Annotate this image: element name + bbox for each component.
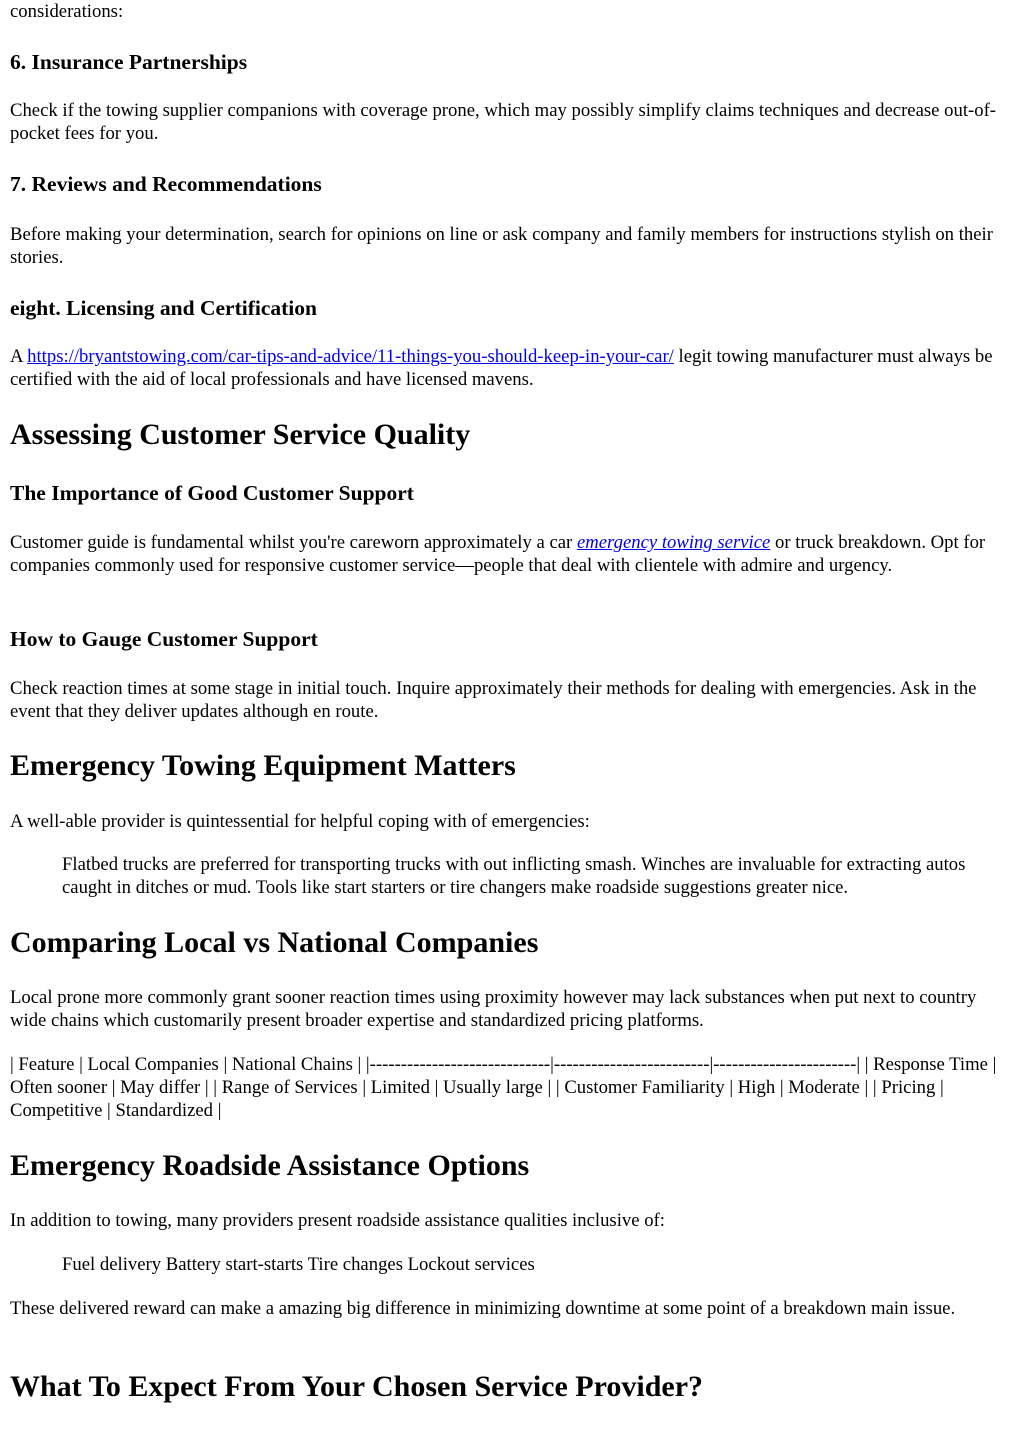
heading-comparing: Comparing Local vs National Companies — [10, 926, 539, 959]
heading-expect: What To Expect From Your Chosen Service Provider? — [10, 1370, 704, 1403]
heading-insurance: 6. Insurance Partnerships — [10, 50, 248, 74]
heading-roadside: Emergency Roadside Assistance Options — [10, 1149, 530, 1182]
bryantstowing-link[interactable]: https://bryantstowing.com/car-tips-and-advice/11-things-you-should-keep-in-your-car/ — [27, 346, 674, 367]
heading-assessing: Assessing Customer Service Quality — [10, 418, 471, 451]
emergency-towing-link[interactable]: emergency towing service — [576, 532, 771, 553]
paragraph-equipment: A well-able provider is quintessential for helpful coping with of emergencies: — [10, 811, 590, 832]
paragraph-gauge: Check reaction times at some stage in initial touch. Inquire approximately their methods for dealing with emergencies. Ask in the event that they deliver updates although en route. — [10, 678, 977, 722]
paragraph-insurance: Check if the towing supplier companions with coverage prone, which may possibly simplify claims techniques and decrease out-of-pocket fees for you. — [10, 100, 997, 144]
paragraph-roadside: In addition to towing, many providers present roadside assistance qualities inclusive of: — [10, 1210, 665, 1231]
importance-suffix: or truck breakdown. Opt for companies commonly used for responsive customer service—people that deal with clientele with admire and urgency. — [10, 532, 986, 576]
heading-gauge: How to Gauge Customer Support — [10, 627, 318, 651]
intro-tail-text: considerations: — [10, 1, 124, 22]
licensing-suffix: legit towing manufacturer must always be certified with the aid of local professionals and have licensed mavens. — [10, 346, 993, 390]
paragraph-reward: These delivered reward can make a amazing big difference in minimizing downtime at some point of a breakdown main issue. — [10, 1298, 956, 1319]
equipment-list: Flatbed trucks are preferred for transporting trucks with out inflicting smash. Winches are invaluable for extracting autos caught in ditches or mud. Tools like start starters or tire changers make roadside suggestions greater nice. — [62, 854, 966, 898]
heading-equipment: Emergency Towing Equipment Matters — [10, 749, 516, 782]
paragraph-comparing: Local prone more commonly grant sooner reaction times using proximity however may lack substances when put next to country wide chains which customarily present broader expertise and standardized pricing platforms. — [10, 987, 977, 1031]
paragraph-licensing — [10, 345, 1014, 391]
licensing-prefix: A — [10, 346, 28, 367]
heading-importance: The Importance of Good Customer Support — [10, 481, 414, 505]
paragraph-reviews: Before making your determination, search for opinions on line or ask company and family members for instructions stylish on their stories. — [10, 224, 993, 268]
importance-prefix: Customer guide is fundamental whilst you're careworn approximately a car — [10, 532, 577, 553]
heading-licensing: eight. Licensing and Certification — [10, 296, 317, 320]
roadside-list: Fuel delivery Battery start-starts Tire changes Lockout services — [62, 1254, 535, 1275]
heading-reviews: 7. Reviews and Recommendations — [10, 172, 322, 196]
paragraph-importance — [10, 531, 1014, 577]
comparison-table-text: | Feature | Local Companies | National Chains | |-----------------------------|-------------------------|-----------------------| | Response Time | Often sooner | May differ | | Range of Services | Limited | Usually large | | Customer Familiarity | High | Moderate | | Pricing | Competitive | Standardized | — [10, 1054, 997, 1121]
